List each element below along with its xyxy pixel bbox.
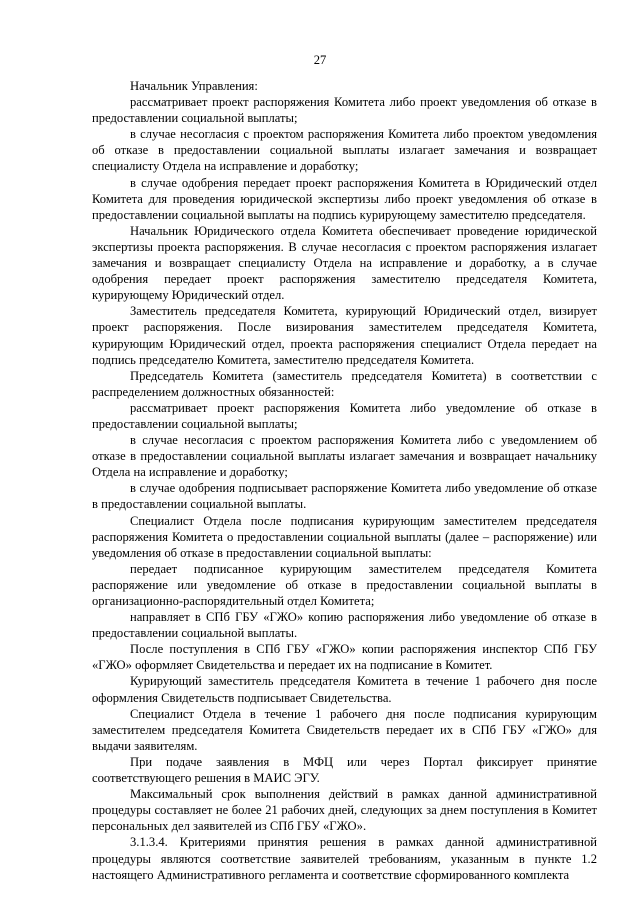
paragraph: в случае несогласия с проектом распоряжения Комитета либо с уведомлением об отказе в предоставлении социальной выплаты излагает замечания и возвращает начальнику Отдела на исправление и доработку; — [92, 433, 597, 480]
paragraph: в случае одобрения передает проект распоряжения Комитета в Юридический отдел Комитета для проведения юридической экспертизы либо проект уведомления об отказе в предоставлении социальной выплаты на подпись курирующему заместителю председателя. — [92, 175, 597, 222]
page-number: 27 — [313, 53, 327, 67]
paragraph: Курирующий заместитель председателя Комитета в течение 1 рабочего дня после оформления Свидетельств подписывает Свидетельства. — [92, 674, 597, 705]
paragraph: передает подписанное курирующим заместителем председателя Комитета распоряжение или уведомление об отказе в предоставлении социальной выплаты в организационно-распорядительный отдел Комитета; — [92, 561, 597, 608]
paragraph: направляет в СПб ГБУ «ГЖО» копию распоряжения либо уведомление об отказе в предоставлении социальной выплаты. — [92, 610, 597, 641]
paragraph: При подаче заявления в МФЦ или через Портал фиксирует принятие соответствующего решения в МАИС ЭГУ. — [92, 754, 597, 786]
paragraph: в случае одобрения подписывает распоряжение Комитета либо уведомление об отказе в предоставлении социальной выплаты. — [92, 481, 597, 512]
paragraph: рассматривает проект распоряжения Комитета либо проект уведомления об отказе в предоставлении социальной выплаты; — [92, 95, 597, 126]
paragraph: Специалист Отдела в течение 1 рабочего дня после подписания курирующим заместителем председателя Комитета Свидетельств передает их в СПб ГБУ «ГЖО» для выдачи заявителям. — [92, 706, 597, 753]
paragraph: Заместитель председателя Комитета, курирующий Юридический отдел, визирует проект распоряжения. После визирования заместителем председателя Комитета, курирующим Юридический отдел, проекта распоряжения специалист Отдела передает на подпись председателю Комитета, заместителю председателя Комитета. — [92, 304, 597, 367]
paragraph: 3.1.3.4. Критериями принятия решения в рамках данной административной процедуры являются соответствие заявителей требованиям, указанным в пункте 1.2 настоящего Административного регламента и соответствие сформированного комплекта — [92, 835, 597, 882]
paragraph: После поступления в СПб ГБУ «ГЖО» копии распоряжения инспектор СПб ГБУ «ГЖО» оформляет Свидетельства и передает их на подписание в Комитет. — [92, 642, 597, 673]
paragraph: Максимальный срок выполнения действий в рамках данной административной процедуры составляет не более 21 рабочих дней, следующих за днем поступления в Комитет персональных дел заявителей из СПб ГБУ «ГЖО». — [92, 787, 597, 834]
paragraph: в случае несогласия с проектом распоряжения Комитета либо проектом уведомления об отказе в предоставлении социальной выплаты излагает замечания и возвращает специалисту Отдела на исправление и доработку; — [92, 127, 597, 174]
paragraph: Председатель Комитета (заместитель председателя Комитета) в соответствии с распределением должностных обязанностей: — [92, 368, 597, 399]
body-text — [92, 78, 597, 883]
paragraph: Начальник Управления: — [130, 79, 258, 93]
paragraph: рассматривает проект распоряжения Комитета либо уведомление об отказе в предоставлении социальной выплаты; — [92, 400, 597, 431]
paragraph: Начальник Юридического отдела Комитета обеспечивает проведение юридической экспертизы проекта распоряжения. В случае несогласия с проектом распоряжения излагает замечания и возвращает специалисту Отдела на исправление и доработку, а в случае одобрения передает проект распоряжения заместителю председателя Комитета, курирующему Юридический отдел. — [92, 223, 597, 303]
paragraph: Специалист Отдела после подписания курирующим заместителем председателя распоряжения Комитета о предоставлении социальной выплаты (далее – распоряжение) или уведомления об отказе в предоставлении социальной выплаты: — [92, 513, 597, 560]
